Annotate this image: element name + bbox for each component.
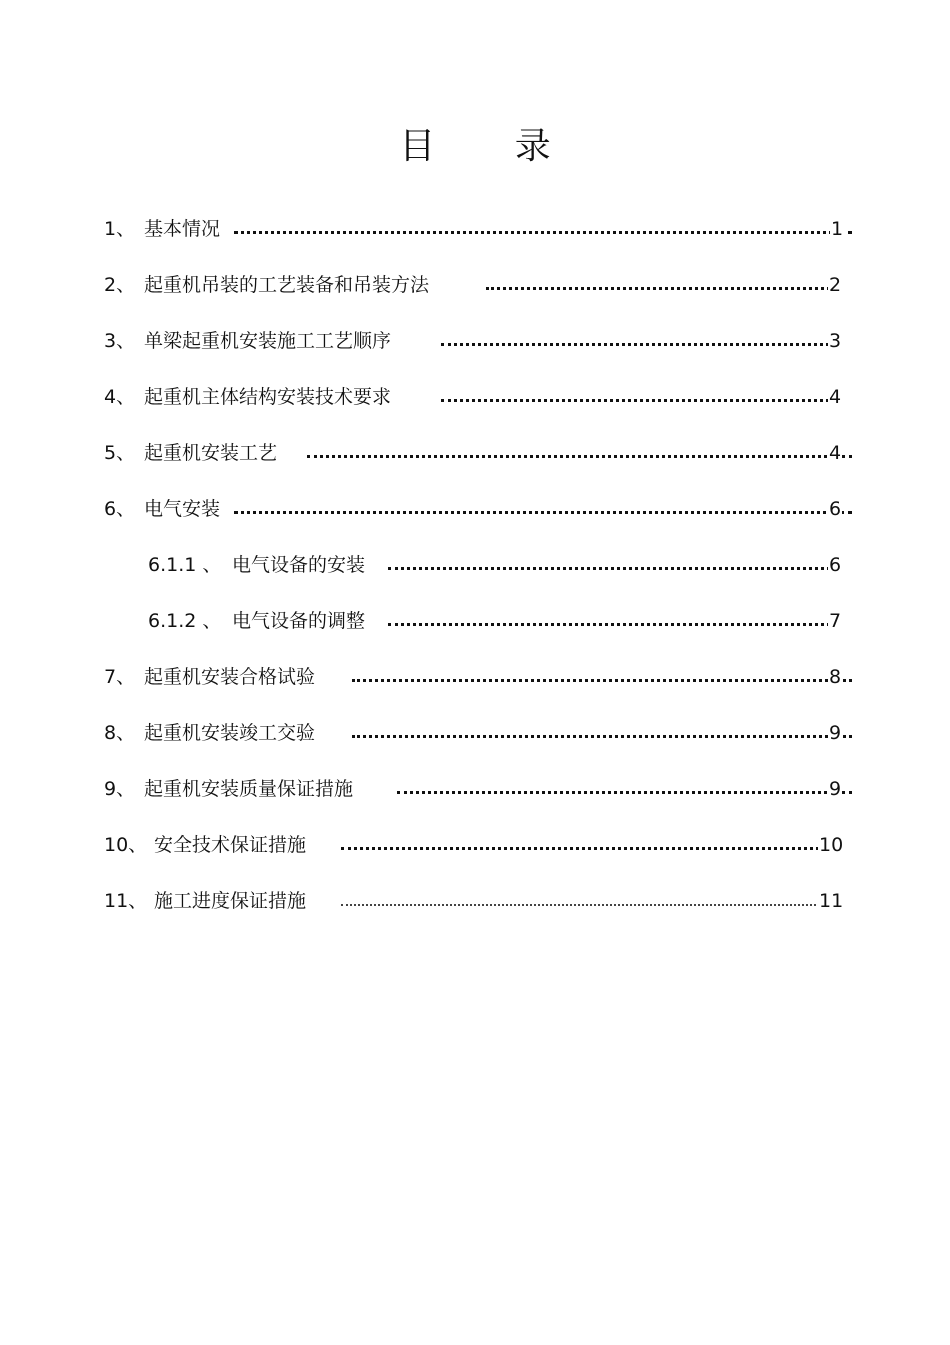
toc-leader-dots (441, 399, 842, 402)
toc-entry-title: 电气安装 (144, 498, 221, 520)
toc-entry[interactable] (104, 774, 852, 804)
toc-entry-number: 9、 (104, 778, 136, 800)
toc-entry-title: 起重机安装质量保证措施 (144, 778, 354, 800)
toc-entry-page: 10 (818, 830, 844, 860)
toc-entry-number: 7、 (104, 666, 136, 688)
toc-entry[interactable] (104, 438, 852, 468)
toc-entry-title: 电气设备的安装 (232, 554, 366, 576)
toc-entry[interactable] (104, 214, 852, 244)
toc-entry-number: 6、 (104, 498, 136, 520)
toc-entry-number: 11、 (104, 890, 148, 912)
toc-entry[interactable] (104, 382, 852, 412)
toc-leader-dots (397, 791, 852, 794)
toc-entry[interactable] (104, 886, 852, 916)
toc-leader-dots (486, 287, 842, 290)
toc-entry-number: 5、 (104, 442, 136, 464)
toc-entry-page: 6 (828, 550, 842, 580)
toc-entry[interactable] (104, 494, 852, 524)
toc-entry-title: 安全技术保证措施 (154, 834, 307, 856)
toc-entry[interactable] (104, 326, 852, 356)
toc-entry-title: 电气设备的调整 (232, 610, 366, 632)
toc-entry-title: 起重机安装竣工交验 (144, 722, 316, 744)
toc-entry-title: 单梁起重机安装施工工艺顺序 (144, 330, 392, 352)
toc-entry-number: 8、 (104, 722, 136, 744)
toc-leader-dots (307, 455, 852, 458)
toc-entry-title: 基本情况 (144, 218, 221, 240)
toc-subentry[interactable] (148, 606, 852, 636)
toc-entry-page: 8 (828, 662, 842, 692)
toc-entry-page: 9 (828, 774, 842, 804)
toc-entry-number: 1、 (104, 218, 136, 240)
toc-leader-dots (341, 847, 832, 850)
toc-entry-page: 4 (828, 382, 842, 412)
toc-entry-number: 4、 (104, 386, 136, 408)
toc-entry-title: 起重机主体结构安装技术要求 (144, 386, 392, 408)
toc-entry[interactable] (104, 830, 852, 860)
toc-entry-title: 起重机吊装的工艺装备和吊装方法 (144, 274, 430, 296)
toc-entry[interactable] (104, 718, 852, 748)
toc-leader-dots (388, 567, 842, 570)
toc-entry-page: 11 (818, 886, 844, 916)
toc-entry[interactable] (104, 662, 852, 692)
toc-leader-dots (352, 735, 852, 738)
toc-leader-dots (441, 343, 842, 346)
toc-subentry[interactable] (148, 550, 852, 580)
toc-entry-page: 7 (828, 606, 842, 636)
toc-leader-dots (341, 904, 832, 906)
toc-entry-number: 2、 (104, 274, 136, 296)
toc-entry-number: 6.1.2 、 (148, 610, 222, 632)
toc-entry-page: 1 (830, 214, 844, 244)
page-title: 目 录 (399, 126, 585, 167)
toc-leader-dots (234, 511, 852, 514)
toc-entry-page: 4 (828, 438, 842, 468)
toc-leader-dots (352, 679, 852, 682)
toc-leader-dots (388, 623, 842, 626)
toc-entry-title: 起重机安装合格试验 (144, 666, 316, 688)
toc-entry-page: 9 (828, 718, 842, 748)
toc-entry[interactable] (104, 270, 852, 300)
toc-entry-number: 6.1.1 、 (148, 554, 222, 576)
toc-entry-title: 施工进度保证措施 (154, 890, 307, 912)
toc-leader-dots (234, 231, 852, 234)
toc-entry-title: 起重机安装工艺 (144, 442, 278, 464)
toc-entry-page: 6 (828, 494, 842, 524)
toc-entry-page: 2 (828, 270, 842, 300)
toc-entry-number: 3、 (104, 330, 136, 352)
toc-entry-number: 10、 (104, 834, 148, 856)
toc-entry-page: 3 (828, 326, 842, 356)
